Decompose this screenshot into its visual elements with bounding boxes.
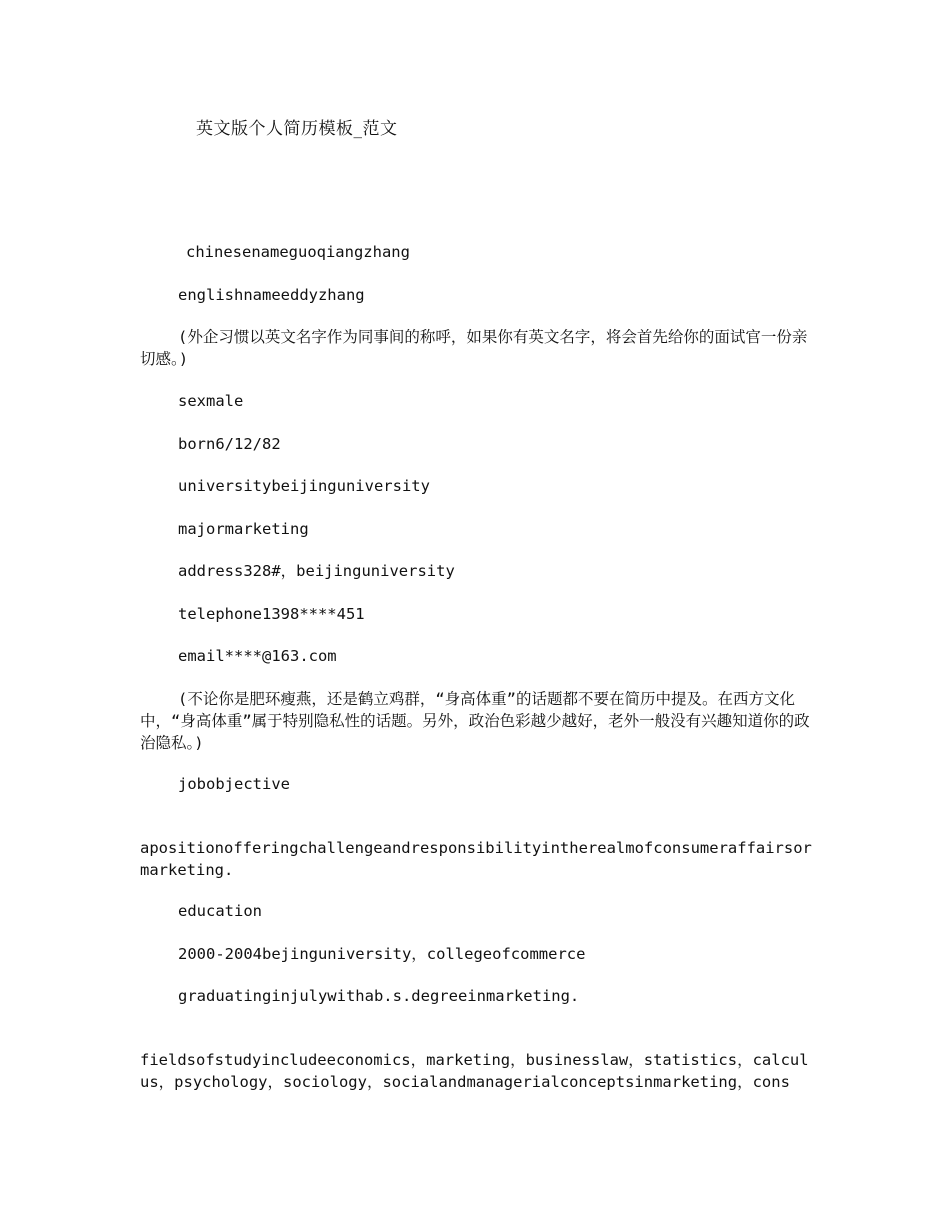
paragraph-education-school: 2000-2004bejinguniversity，collegeofcommerce: [178, 945, 586, 963]
paragraph-fields-of-study: fieldsofstudyincludeeconomics，marketing，businesslaw，statistics，calculus，psychology，sociology，socialandmanagerialconceptsinmarketing，cons: [140, 1051, 809, 1091]
paragraph-name-note: (外企习惯以英文名字作为同事间的称呼，如果你有英文名字，将会首先给你的面试官一份亲切感。): [140, 328, 808, 368]
paragraph-university: universitybeijinguniversity: [178, 477, 430, 495]
paragraph-education-heading: education: [178, 902, 262, 920]
paragraph-born: born6/12/82: [178, 435, 281, 453]
paragraph-telephone: telephone1398****451: [178, 605, 365, 623]
paragraph-address: address328#，beijinguniversity: [178, 562, 455, 580]
paragraph-english-name: englishnameeddyzhang: [178, 286, 365, 304]
paragraph-job-objective-heading: jobobjective: [178, 775, 290, 793]
paragraph-major: majormarketing: [178, 520, 309, 538]
paragraph-chinese-name: chinesenameguoqiangzhang: [186, 243, 410, 261]
document-title: 英文版个人简历模板_范文: [196, 119, 398, 139]
paragraph-sex: sexmale: [178, 392, 244, 410]
paragraph-education-degree: graduatinginjulywithab.s.degreeinmarketing.: [178, 987, 580, 1005]
paragraph-email: email****@163.com: [178, 647, 337, 665]
paragraph-privacy-note: (不论你是肥环瘦燕，还是鹤立鸡群，“身高体重”的话题都不要在简历中提及。在西方文化中，“身高体重”属于特别隐私性的话题。另外，政治色彩越少越好，老外一般没有兴趣知道你的政治隐私。): [140, 690, 810, 752]
paragraph-job-objective: apositionofferingchallengeandresponsibilityintherealmofconsumeraffairsormarketing.: [140, 839, 812, 879]
